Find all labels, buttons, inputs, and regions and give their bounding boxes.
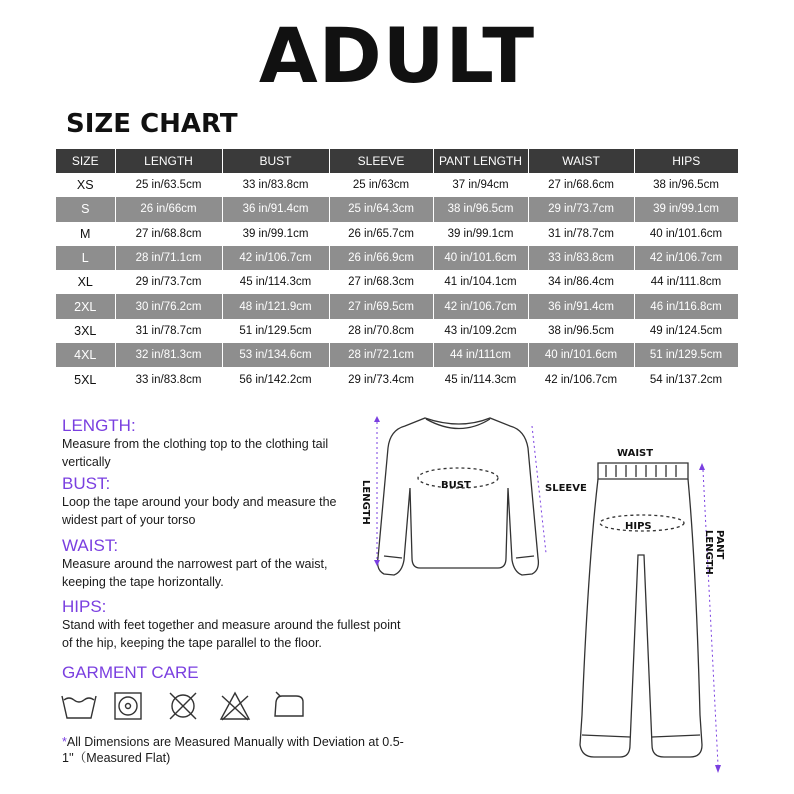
do-not-tumble-dry-icon [170,693,196,719]
hips-heading: HIPS: [62,597,107,616]
table-cell: 39 in/99.1cm [634,197,738,221]
table-cell: 34 in/86.4cm [528,270,634,294]
table-row [56,222,738,246]
table-row [56,367,738,391]
table-cell: 45 in/114.3cm [222,270,329,294]
sweater-outline [378,418,539,575]
sweater-diagram [360,408,560,588]
table-cell: 32 in/81.3cm [115,343,222,367]
arrow-up-icon [699,463,705,470]
arrow-down-icon [374,560,380,566]
size-cell: XS [56,173,115,197]
table-cell: 42 in/106.7cm [634,246,738,270]
table-row [56,197,738,221]
table-cell: 30 in/76.2cm [115,294,222,318]
table-cell: 41 in/104.1cm [433,270,528,294]
table-cell: 38 in/96.5cm [634,173,738,197]
column-header: SLEEVE [329,149,433,173]
page-title: ADULT [258,11,536,100]
size-chart-title: SIZE CHART [66,109,238,139]
table-cell: 43 in/109.2cm [433,319,528,343]
arrow-up-icon [374,416,380,422]
column-header: SIZE [56,149,115,173]
table-cell: 40 in/101.6cm [634,222,738,246]
table-cell: 46 in/116.8cm [634,294,738,318]
table-cell: 28 in/72.1cm [329,343,433,367]
table-cell: 44 in/111.8cm [634,270,738,294]
table-cell: 33 in/83.8cm [115,367,222,391]
table-cell: 28 in/70.8cm [329,319,433,343]
pants-diagram [570,445,730,785]
column-header: PANT LENGTH [433,149,528,173]
table-cell: 39 in/99.1cm [433,222,528,246]
do-not-bleach-icon [221,693,249,720]
table-cell: 38 in/96.5cm [528,319,634,343]
bust-diagram-label: BUST [441,480,471,491]
table-cell: 45 in/114.3cm [433,367,528,391]
table-cell: 25 in/63cm [329,173,433,197]
bust-text: Loop the tape around your body and measure the widest part of your torso [62,495,337,527]
table-cell: 37 in/94cm [433,173,528,197]
table-cell: 49 in/124.5cm [634,319,738,343]
iron-icon [275,692,303,716]
table-cell: 25 in/64.3cm [329,197,433,221]
table-cell: 40 in/101.6cm [433,246,528,270]
table-cell: 56 in/142.2cm [222,367,329,391]
table-cell: 53 in/134.6cm [222,343,329,367]
table-cell: 42 in/106.7cm [222,246,329,270]
garment-care-heading: GARMENT CARE [62,663,199,682]
table-cell: 38 in/96.5cm [433,197,528,221]
table-cell: 27 in/68.6cm [528,173,634,197]
arrow-down-icon [715,765,721,773]
size-cell: L [56,246,115,270]
table-cell: 27 in/69.5cm [329,294,433,318]
table-row [56,319,738,343]
table-cell: 28 in/71.1cm [115,246,222,270]
table-cell: 51 in/129.5cm [222,319,329,343]
table-cell: 29 in/73.7cm [528,197,634,221]
size-cell: 5XL [56,367,115,391]
table-cell: 54 in/137.2cm [634,367,738,391]
tumble-dry-icon [115,693,141,719]
table-cell: 44 in/111cm [433,343,528,367]
table-row [56,173,738,197]
waist-heading: WAIST: [62,536,119,555]
hips-section [62,597,412,652]
care-icons [60,688,310,724]
sleeve-diagram-label: SLEEVE [545,483,587,494]
column-header: WAIST [528,149,634,173]
table-cell: 48 in/121.9cm [222,294,329,318]
length-heading: LENGTH: [62,416,136,435]
size-table [56,149,739,392]
size-cell: 3XL [56,319,115,343]
waist-text: Measure around the narrowest part of the waist, keeping the tape horizontally. [62,557,328,589]
table-cell: 26 in/66.9cm [329,246,433,270]
pant-length-diagram-label: PANT LENGTH [703,530,725,575]
table-cell: 31 in/78.7cm [528,222,634,246]
column-header: LENGTH [115,149,222,173]
table-cell: 36 in/91.4cm [222,197,329,221]
table-cell: 27 in/68.8cm [115,222,222,246]
table-cell: 36 in/91.4cm [528,294,634,318]
table-cell: 40 in/101.6cm [528,343,634,367]
table-cell: 25 in/63.5cm [115,173,222,197]
table-cell: 29 in/73.7cm [115,270,222,294]
table-row [56,343,738,367]
waist-section [62,536,362,591]
size-cell: S [56,197,115,221]
hips-diagram-label: HIPS [625,521,652,532]
table-cell: 31 in/78.7cm [115,319,222,343]
size-cell: 2XL [56,294,115,318]
length-diagram-label: LENGTH [360,480,371,525]
table-cell: 33 in/83.8cm [222,173,329,197]
table-cell: 29 in/73.4cm [329,367,433,391]
wash-30-icon [62,696,96,718]
table-cell: 51 in/129.5cm [634,343,738,367]
table-cell: 26 in/66cm [115,197,222,221]
table-cell: 39 in/99.1cm [222,222,329,246]
length-text: Measure from the clothing top to the clothing tail vertically [62,437,329,469]
table-cell: 26 in/65.7cm [329,222,433,246]
size-cell: M [56,222,115,246]
bust-section [62,474,362,529]
hips-text: Stand with feet together and measure around the fullest point of the hip, keeping the tape parallel to the floor. [62,618,401,650]
length-section [62,416,362,471]
table-row [56,294,738,318]
size-cell: 4XL [56,343,115,367]
column-header: BUST [222,149,329,173]
table-cell: 33 in/83.8cm [528,246,634,270]
table-row [56,270,738,294]
table-cell: 27 in/68.3cm [329,270,433,294]
bust-heading: BUST: [62,474,111,493]
measurement-note: *All Dimensions are Measured Manually with Deviation at 0.5-1''（Measured Flat) [62,735,404,765]
pants-waistband [598,463,688,479]
column-header: HIPS [634,149,738,173]
table-cell: 42 in/106.7cm [433,294,528,318]
table-cell: 42 in/106.7cm [528,367,634,391]
table-header-row [56,149,738,173]
table-row [56,246,738,270]
waist-diagram-label: WAIST [617,448,654,459]
size-cell: XL [56,270,115,294]
